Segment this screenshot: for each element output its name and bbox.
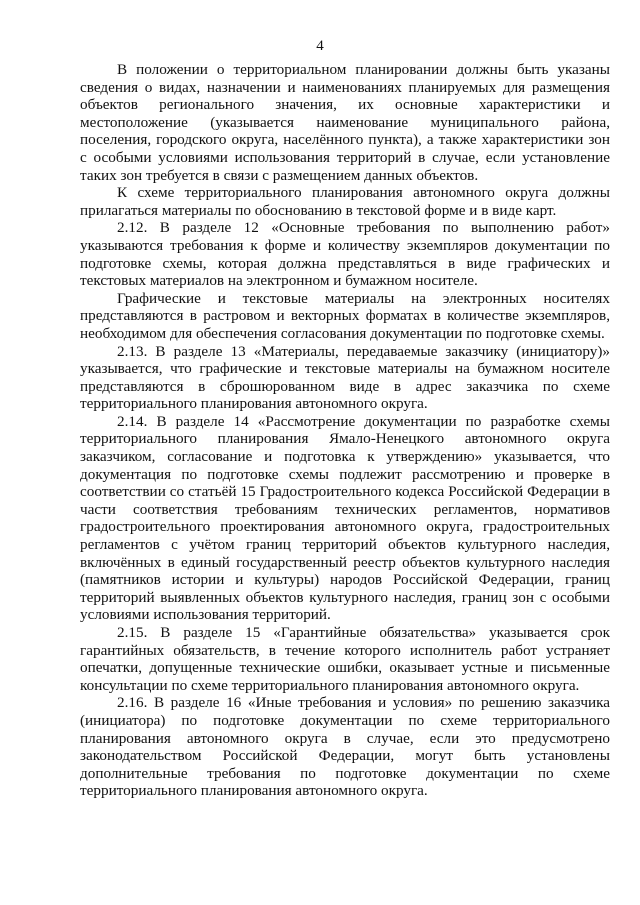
document-body	[80, 61, 610, 800]
paragraph-section-12: 2.12. В разделе 12 «Основные требования по выполнению работ» указываются требования к форме и количеству экземпляров документации по подготовке схемы, которая должна представляться в виде графических и текстовых материалов на электронном и бумажном носителе.	[80, 219, 610, 290]
paragraph-regional-objects-info: В положении о территориальном планировании должны быть указаны сведения о видах, назначении и наименованиях планируемых для размещения объектов регионального значения, их основные характеристики и местоположение (указывается наименование муниципального района, поселения, городского округа, населённого пункта), а также характеристики зон с особыми условиями использования территорий в случае, если установление таких зон требуется в связи с размещением данных объектов.	[80, 61, 610, 184]
paragraph-electronic-materials: Графические и текстовые материалы на электронных носителях представляются в растровом и векторных форматах в количестве экземпляров, необходимом для обеспечения согласования документации по подготовке схемы.	[80, 289, 610, 342]
paragraph-supporting-materials: К схеме территориального планирования автономного округа должны прилагаться материалы по обоснованию в текстовой форме и в виде карт.	[80, 184, 610, 219]
paragraph-section-16: 2.16. В разделе 16 «Иные требования и условия» по решению заказчика (инициатора) по подготовке документации по схеме территориального планирования автономного округа в случае, если это предусмотрено законодательством Российской Федерации, могут быть установлены дополнительные требования по подготовке документации по схеме территориального планирования автономного округа.	[80, 694, 610, 800]
paragraph-section-13: 2.13. В разделе 13 «Материалы, передаваемые заказчику (инициатору)» указывается, что графические и текстовые материалы на бумажном носителе представляются в сброшюрованном виде в адрес заказчика по схеме территориального планирования автономного округа.	[80, 342, 610, 413]
page-number: 4	[316, 38, 324, 54]
paragraph-section-14: 2.14. В разделе 14 «Рассмотрение документации по разработке схемы территориального планирования Ямало-Ненецкого автономного округа заказчиком, согласование и подготовка к утверждению» указывается, что документация по подготовке схемы подлежит рассмотрению и проверке в соответствии со статьёй 15 Градостроительного кодекса Российской Федерации в части соответствия требованиям технических регламентов, нормативов градостроительного проектирования автономного округа, градостроительных регламентов с учётом границ территорий объектов культурного наследия, включённых в единый государственный реестр объектов культурного наследия (памятников истории и культуры) народов Российской Федерации, границ территорий выявленных объектов культурного наследия, границ зон с особыми условиями использования территорий.	[80, 412, 610, 624]
paragraph-section-15: 2.15. В разделе 15 «Гарантийные обязательства» указывается срок гарантийных обязательств, в течение которого исполнитель работ устраняет опечатки, допущенные технические ошибки, оказывает устные и письменные консультации по схеме территориального планирования автономного округа.	[80, 624, 610, 694]
